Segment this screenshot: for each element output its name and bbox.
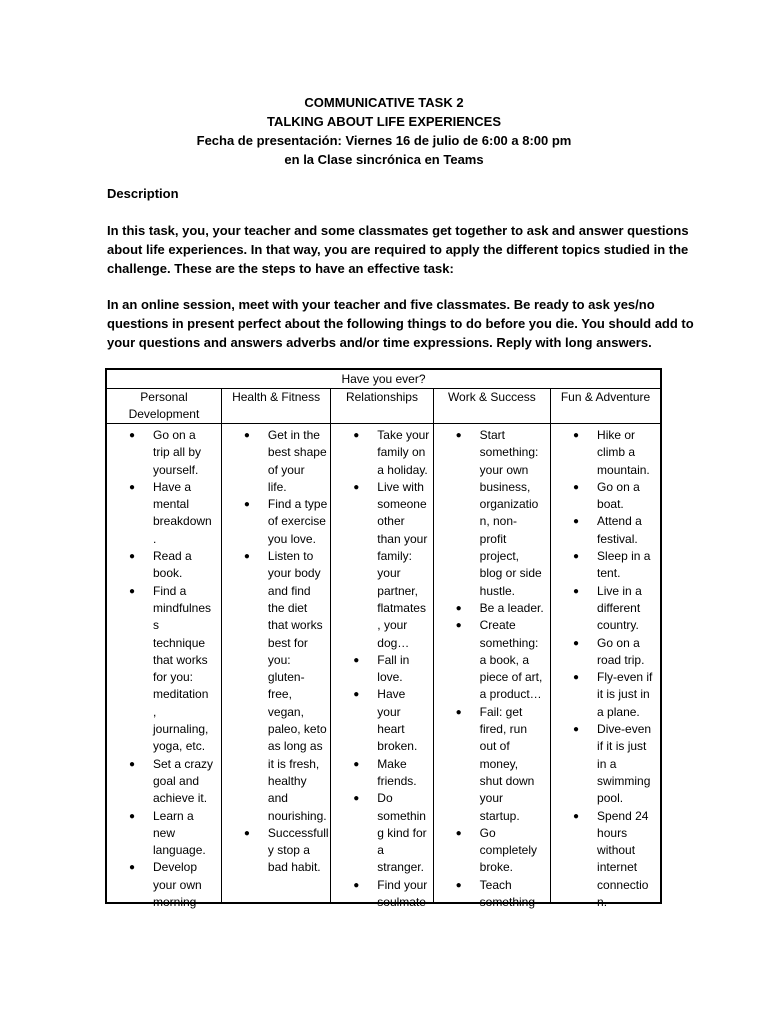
list-item-text: for you: [153,670,194,685]
list-item-text: heart [377,722,405,737]
list-item [107,427,221,479]
bullet-icon: ● [353,481,360,493]
paragraph-line: your questions and answers adverbs and/or time expressions. Reply with long answers. [107,335,652,350]
list-item-text: your [377,566,401,581]
list-item-text: Develop [153,860,198,875]
column-items-relationships [331,424,432,910]
bullet-icon: ● [243,551,250,563]
list-item [551,548,660,583]
bullet-icon: ● [455,879,462,891]
list-item-text: Listen to [267,549,314,564]
list-item-text: book. [153,566,183,581]
list-item-text: Have a [153,479,192,494]
list-item-text: you love. [267,531,316,546]
bullet-icon: ● [573,672,580,684]
list-item [434,617,550,703]
list-item-text: profit [479,531,507,546]
list-item-text: breakdown [153,514,212,529]
list-item-text: morning [153,895,197,910]
bullet-list [551,424,660,911]
list-item-text: yourself. [153,462,199,477]
bullet-icon: ● [455,602,462,614]
description-paragraph-2 [107,295,694,352]
list-item-text: your [479,791,503,806]
list-item-text: Go on a [597,635,640,650]
list-item-text: Find a type [267,497,328,512]
list-item-text: something: [479,635,539,650]
description-paragraph-1 [107,221,689,278]
presentation-date: Fecha de presentación: Viernes 16 de julio de 6:00 a 8:00 pm [196,133,572,148]
list-item-text: something: [479,445,539,460]
list-item-text: love. [377,670,403,685]
list-item-text: Start [479,428,505,442]
list-item-text: and find [267,583,311,598]
list-item-text: festival. [597,531,638,546]
list-item-text: your own [153,877,202,892]
list-item-text: that works [153,652,208,667]
list-item-text: Read a [153,549,192,564]
paragraph-line: In this task, you, your teacher and some classmates get together to ask and answer questions [107,223,689,238]
list-item-text: boat. [597,497,624,512]
bullet-icon: ● [455,706,462,718]
list-item [331,686,432,755]
list-item-text: broke. [479,860,513,875]
list-item-text: Live in a [597,583,642,598]
bullet-icon: ● [353,758,360,770]
column-items-fun-adventure [551,424,660,910]
list-item [434,427,550,600]
list-item-text: Dive-even [597,722,652,737]
list-item-text: Have [377,687,406,702]
column-items-work-success [434,424,550,910]
list-item [551,513,660,548]
list-item [331,877,432,912]
list-item [331,479,432,652]
bullet-icon: ● [129,862,136,874]
bullet-icon: ● [353,689,360,701]
task-title: COMMUNICATIVE TASK 2 [304,95,464,110]
list-item [222,548,330,825]
list-item-text: healthy [267,773,307,788]
list-item [551,479,660,514]
list-item-text: technique [153,635,206,650]
list-item-text: Go on a [153,428,196,442]
bullet-icon: ● [129,585,136,597]
list-item-text: Successfull [267,825,329,840]
bullet-icon: ● [573,481,580,493]
bullet-icon: ● [129,758,136,770]
list-item-text: n, non- [479,514,517,529]
list-item-text: hustle. [479,583,515,598]
list-item-text: Live with [377,479,424,494]
list-item [551,669,660,721]
list-item-text: Be a leader. [479,600,544,615]
list-item-text: the diet [267,600,308,615]
list-item-text: life. [267,479,287,494]
list-item-text: road trip. [597,652,645,667]
list-item-text: connectio [597,877,649,892]
list-item [107,808,221,860]
bullet-icon: ● [573,551,580,563]
list-item-text: Fail: get [479,704,523,719]
presentation-venue: en la Clase sincrónica en Teams [284,152,484,167]
list-item [551,635,660,670]
document-header [0,93,768,169]
list-item-text: Set a crazy [153,756,214,771]
bullet-list [107,424,221,911]
list-item-text: your body [267,566,321,581]
bullet-list [434,424,550,911]
paragraph-line: questions in present perfect about the following things to do before you die. You should add to [107,316,694,331]
list-item-text: goal and [153,773,200,788]
list-item-text: g kind for [377,825,427,840]
list-item-text: Attend a [597,514,642,529]
list-item-text: Sleep in a [597,549,651,564]
bullet-icon: ● [243,499,250,511]
table-title: Have you ever? [106,369,661,389]
list-item-text: organizatio [479,497,539,512]
list-item-text: a holiday. [377,462,428,477]
bullet-icon: ● [573,585,580,597]
list-item-text: paleo, keto [267,722,327,737]
paragraph-line: challenge. These are the steps to have an effective task: [107,261,454,276]
list-item-text: flatmates [377,600,426,615]
list-item [551,721,660,807]
paragraph-line: about life experiences. In that way, you are required to apply the different topics studied in the [107,242,689,257]
list-item-text: Create [479,618,516,633]
list-item-text: dog… [377,635,410,650]
list-item [107,859,221,911]
bullet-icon: ● [353,793,360,805]
bullet-icon: ● [129,810,136,822]
bullet-icon: ● [573,516,580,528]
list-item-text: without [597,843,636,858]
bullet-icon: ● [455,430,462,441]
list-item-text: a book, a [479,652,530,667]
list-item-text: soulmate [377,895,426,910]
list-item-text: Fall in [377,652,410,667]
list-item-text: broken. [377,739,418,754]
list-item-text: achieve it. [153,791,208,806]
list-item [434,704,550,825]
list-item-text: pool. [597,791,624,806]
list-item-text: mental [153,497,190,512]
list-item [107,548,221,583]
list-item-text: Go on a [597,479,640,494]
list-item-text: new [153,825,176,840]
task-subtitle: TALKING ABOUT LIFE EXPERIENCES [266,114,501,129]
list-item-text: best shape [267,445,327,460]
list-item-text: free, [267,687,292,702]
list-item-text: and [267,791,288,806]
list-item-text: project, [479,549,519,564]
paragraph-line: In an online session, meet with your teacher and five classmates. Be ready to ask yes/no [107,297,655,312]
column-header-fun-adventure: Fun & Adventure [551,389,661,424]
list-item-text: a [377,843,384,858]
list-item-text: that works [267,618,323,633]
list-item-text: . [153,531,157,546]
column-header-personal-development: Personal Development [106,389,221,424]
list-item-text: blog or side [479,566,542,581]
list-item-text: it is fresh, [267,756,320,771]
list-item-text: different [597,600,641,615]
bullet-icon: ● [353,879,360,891]
bullet-icon: ● [573,810,580,822]
column-header-work-success: Work & Success [433,389,550,424]
list-item-text: Go [479,825,496,840]
list-item-text: friends. [377,773,417,788]
column-header-relationships: Relationships [331,389,433,424]
list-item-text: vegan, [267,704,304,719]
list-item-text: y stop a [267,843,310,858]
list-item-text: journaling, [153,722,209,737]
list-item-text: money, [479,756,519,771]
list-item-text: stranger. [377,860,424,875]
list-item [222,427,330,496]
bullet-icon: ● [573,637,580,649]
list-item [331,756,432,791]
list-item-text: family on [377,445,426,460]
list-item [551,808,660,912]
list-item-text: fired, run [479,722,527,737]
bullet-icon: ● [573,724,580,736]
list-item [222,496,330,548]
list-item-text: a plane. [597,704,640,719]
list-item-text: Hike or [597,428,636,442]
list-item [222,825,330,877]
list-item-text: partner, [377,583,418,598]
list-item [331,652,432,687]
list-item-text: hours [597,825,628,840]
list-item [551,583,660,635]
list-item-text: it is just in [597,687,650,702]
list-item-text: Get in the [267,428,320,442]
list-item-text: mindfulnes [153,600,212,615]
list-item [107,583,221,756]
list-item-text: language. [153,843,206,858]
list-item-text: shut down [479,773,535,788]
list-item-text: Take your [377,428,430,442]
bullet-icon: ● [573,430,580,441]
list-item-text: meditation [153,687,209,702]
bullet-icon: ● [353,430,360,441]
list-item-text: completely [479,843,537,858]
list-item [434,600,550,617]
list-item-text: something [479,895,536,910]
list-item-text: business, [479,479,531,494]
list-item-text: other [377,514,405,529]
list-item-text: , [153,704,157,719]
list-item-text: in a [597,756,617,771]
list-item-text: Learn a [153,808,194,823]
list-item-text: tent. [597,566,621,581]
list-item-text: Spend 24 [597,808,649,823]
list-item-text: Find your [377,877,428,892]
list-item [434,877,550,912]
list-item-text: country. [597,618,639,633]
list-item-text: somethin [377,808,426,823]
list-item-text: best for [267,635,308,650]
column-items-health-fitness [222,424,330,902]
list-item-text: Do [377,791,393,806]
bullet-icon: ● [455,827,462,839]
list-item-text: Make [377,756,407,771]
bullet-icon: ● [129,481,136,493]
list-item [331,427,432,479]
list-item [551,427,660,479]
list-item-text: Find a [153,583,187,598]
bullet-icon: ● [129,430,136,441]
bullet-list [331,424,432,911]
bullet-icon: ● [353,654,360,666]
list-item [434,825,550,877]
list-item-text: if it is just [597,739,647,754]
list-item-text: climb a [597,445,636,460]
list-item-text: mountain. [597,462,650,477]
list-item-text: s [153,618,159,633]
list-item-text: gluten- [267,670,305,685]
list-item-text: swimming [597,773,651,788]
list-item-text: someone [377,497,427,512]
list-item [107,479,221,548]
list-item-text: n. [597,895,608,910]
list-item-text: bad habit. [267,860,321,875]
list-item-text: a product… [479,687,542,702]
bullet-icon: ● [455,620,462,632]
list-item-text: of exercise [267,514,326,529]
list-item-text: , your [377,618,408,633]
column-items-personal-development [107,424,221,910]
list-item-text: your [377,704,401,719]
list-item-text: internet [597,860,638,875]
list-item-text: piece of art, [479,670,543,685]
bullet-icon: ● [129,551,136,563]
list-item-text: startup. [479,808,520,823]
list-item-text: family: [377,549,412,564]
bullet-icon: ● [243,430,250,441]
description-heading: Description [107,186,179,201]
bullet-list [222,424,330,877]
list-item [331,790,432,876]
list-item [107,756,221,808]
list-item-text: than your [377,531,428,546]
list-item-text: Teach [479,877,512,892]
column-header-health-fitness: Health & Fitness [221,389,330,424]
list-item-text: yoga, etc. [153,739,206,754]
list-item-text: of your [267,462,305,477]
list-item-text: trip all by [153,445,202,460]
list-item-text: your own [479,462,529,477]
list-item-text: Fly-even if [597,670,653,685]
list-item-text: as long as [267,739,323,754]
bullet-icon: ● [243,827,250,839]
list-item-text: you: [267,652,291,667]
list-item-text: nourishing. [267,808,327,823]
list-item-text: out of [479,739,510,754]
experiences-table [105,368,662,910]
